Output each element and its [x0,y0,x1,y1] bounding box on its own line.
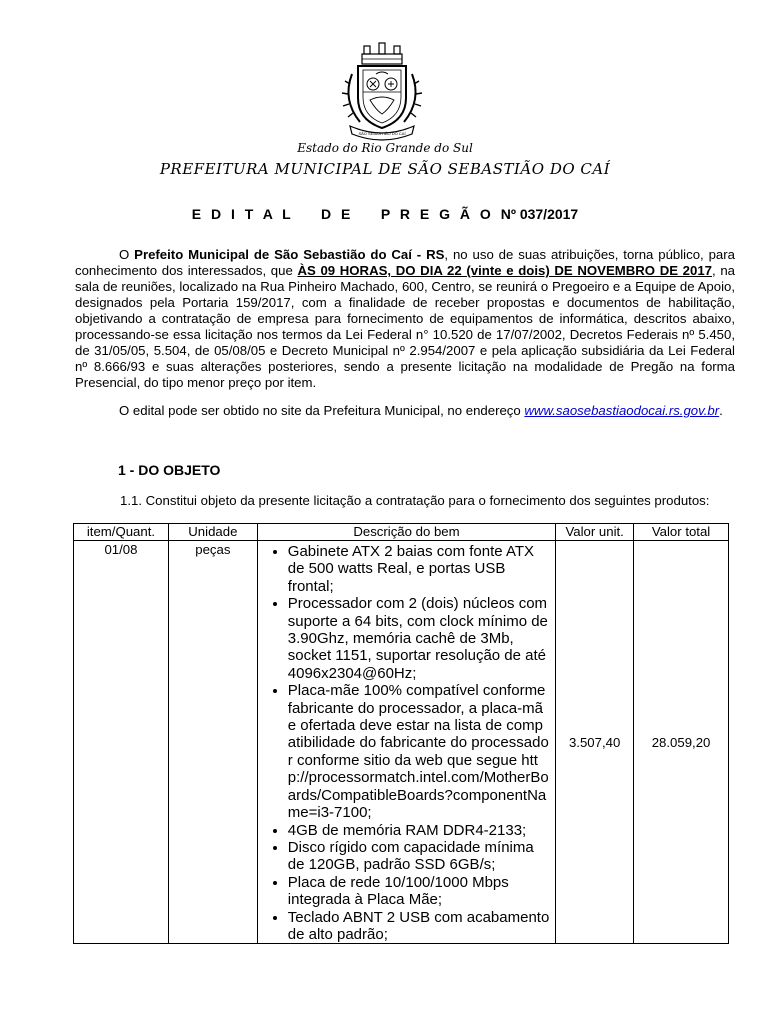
list-item: • Teclado ABNT 2 USB com acabamento de alto padrão; [288,909,551,944]
p1-open: O [119,247,135,262]
cell-total-value: 28.059,20 [634,541,729,944]
spec-list [262,543,551,943]
prefecture-name: PREFEITURA MUNICIPAL DE SÃO SEBASTIÃO DO CAÍ [159,160,611,178]
col-header-unit-value: Valor unit. [556,524,634,541]
items-table [73,523,729,944]
state-name: Estado do Rio Grande do Sul [297,141,473,155]
list-item: • Disco rígido com capacidade mínima de 120GB, padrão SSD 6GB/s; [288,839,551,874]
table-row [74,541,729,944]
col-header-item: item/Quant. [74,524,169,541]
intro-paragraph [75,247,735,391]
edital-title [0,206,770,222]
section-title: 1 - DO OBJETO [118,462,221,478]
cell-unit-value: 3.507,40 [556,541,634,944]
list-item: • Placa-mãe 100% compatível conforme fabricante do processador, a placa-mãe ofertada deve estar na lista de compatibilidade do fabricante do processador conforme sitio da web que segue http://processormatch.intel.com/MotherBoards/CompatibleBoards?componentName=i3-7100; [288,682,551,821]
section-intro [75,493,735,508]
municipal-crest-logo [330,40,434,142]
col-header-total-value: Valor total [634,524,729,541]
col-header-description: Descrição do bem [257,524,555,541]
list-item: • Gabinete ATX 2 baias com fonte ATX de 500 watts Real, e portas USB frontal; [288,543,551,595]
website-link[interactable]: www.saosebastiaodocai.rs.gov.br [524,403,720,418]
edital-availability-paragraph [75,403,735,419]
p1-part3: , na sala de reuniões, localizado na Rua Pinheiro Machado, 600, Centro, se reunirá o Pregoeiro e a Equipe de Apoio, designados pela Portaria 159/2017, com a finalidade de receber propostas e documentos de habilitação, objetivando a contratação de empresa para fornecimento de equipamentos de informática, descritos abaixo, processando-se essa licitação nos termos da Lei Federal n° 10.520 de 17/07/2002, Decretos Federais nº 5.450, de 31/05/05, 5.504, de 05/08/05 e Decreto Municipal nº 2.954/2007 e pela aplicação subsidiária da Lei Federal nº 8.666/93 e suas alterações posteriores, sendo a presente licitação na modalidade de Pregão na forma Presencial, do tipo menor preço por item. [75,263,736,390]
p2-after: . [719,403,723,418]
edital-title-text: E D I T A L D E P R E G Ã O [191,206,494,222]
col-header-unit: Unidade [168,524,257,541]
cell-item-quantity: 01/08 [74,541,169,944]
p1-prefeito: Prefeito Municipal de São Sebastião do Caí - RS [134,247,445,262]
p2-text: O edital pode ser obtido no site da Prefeitura Municipal, no endereço [119,403,525,418]
list-item: • 4GB de memória RAM DDR4-2133; [288,822,551,839]
p1-date-time: ÀS 09 HORAS, DO DIA 22 (vinte e dois) DE NOVEMBRO DE 2017 [297,263,713,278]
cell-unit: peças [168,541,257,944]
list-item: • Processador com 2 (dois) núcleos com suporte a 64 bits, com clock mínimo de 3.90Ghz, memória cachê de 3Mb, socket 1151, suportar resolução de até 4096x2304@60Hz; [288,595,551,682]
p1-part2: , no uso de suas atribuições, torna público, para conhecimento dos interessados, que [75,247,735,278]
section-intro-text: 1.1. Constitui objeto da presente licitação a contratação para o fornecimento dos seguintes produtos: [120,493,710,508]
svg-text:SÃO SEBASTIÃO DO CAÍ: SÃO SEBASTIÃO DO CAÍ [358,131,406,136]
list-item: • Placa de rede 10/100/1000 Mbps integrada à Placa Mãe; [288,874,551,909]
table-header-row [74,524,729,541]
edital-number: Nº 037/2017 [500,206,579,222]
cell-description [257,541,555,944]
